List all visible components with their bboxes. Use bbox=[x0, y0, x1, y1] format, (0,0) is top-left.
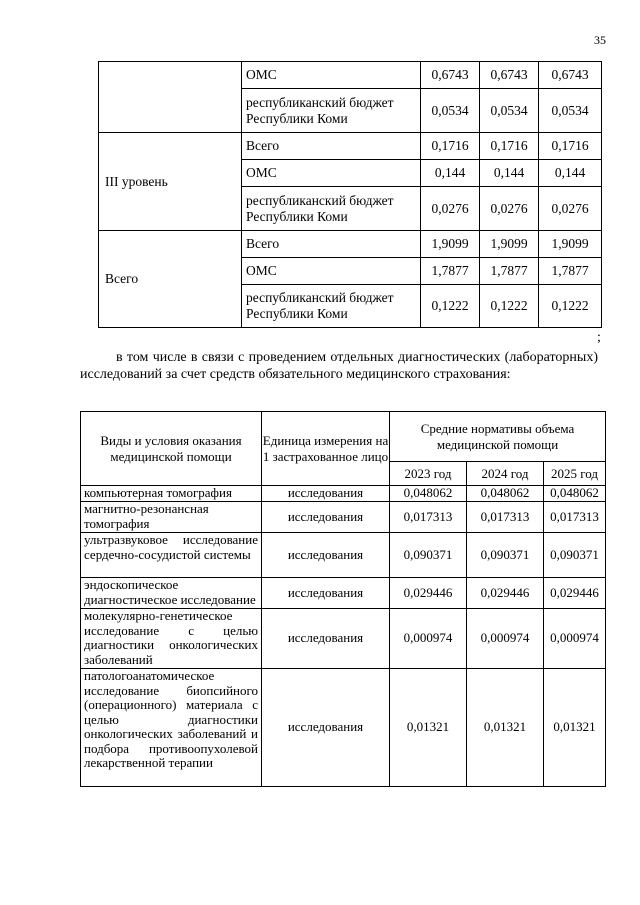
kind-header: Виды и условия оказания медицинской помощи bbox=[81, 412, 262, 486]
value-2024: 0,144 bbox=[480, 160, 539, 187]
unit-cell: исследования bbox=[262, 502, 390, 533]
value-2023: 0,048062 bbox=[390, 486, 467, 502]
year-2024-header: 2024 год bbox=[467, 462, 544, 486]
value-2025: 0,090371 bbox=[544, 533, 606, 578]
unit-cell: исследования bbox=[262, 669, 390, 787]
value-2024: 0,000974 bbox=[467, 609, 544, 669]
source-cell: ОМС bbox=[242, 258, 421, 285]
unit-cell: исследования bbox=[262, 609, 390, 669]
table-row bbox=[99, 231, 602, 258]
unit-cell: исследования bbox=[262, 533, 390, 578]
table-row bbox=[81, 502, 606, 533]
value-2024: 0,090371 bbox=[467, 533, 544, 578]
value-2025: 0,048062 bbox=[544, 486, 606, 502]
value-2025: 0,0534 bbox=[539, 89, 602, 133]
unit-cell: исследования bbox=[262, 578, 390, 609]
norms-header: Средние нормативы объема медицинской помощи bbox=[390, 412, 606, 462]
header-row bbox=[81, 412, 606, 462]
unit-cell: исследования bbox=[262, 486, 390, 502]
kind-cell: патологоанатомическое исследование биопсийного (операционного) материала с целью диагностики онкологических заболеваний и подбора противоопухолевой лекарственной терапии bbox=[81, 669, 262, 787]
table-row bbox=[81, 578, 606, 609]
source-cell: республиканский бюджет Республики Коми bbox=[242, 89, 421, 133]
paragraph: в том числе в связи с проведением отдельных диагностических (лабораторных) исследований за счет средств обязательного медицинского страхования: bbox=[80, 350, 598, 382]
value-2023: 0,0276 bbox=[421, 187, 480, 231]
value-2024: 0,017313 bbox=[467, 502, 544, 533]
value-2024: 1,7877 bbox=[480, 258, 539, 285]
value-2023: 0,017313 bbox=[390, 502, 467, 533]
value-2025: 0,000974 bbox=[544, 609, 606, 669]
page-number: 35 bbox=[594, 33, 606, 47]
year-2025-header: 2025 год bbox=[544, 462, 606, 486]
source-cell: Всего bbox=[242, 231, 421, 258]
kind-cell: компьютерная томография bbox=[81, 486, 262, 502]
source-cell: ОМС bbox=[242, 160, 421, 187]
level-cell: III уровень bbox=[99, 133, 242, 231]
value-2024: 0,048062 bbox=[467, 486, 544, 502]
value-2024: 0,0276 bbox=[480, 187, 539, 231]
value-2025: 0,1716 bbox=[539, 133, 602, 160]
kind-cell: молекулярно-генетическое исследование с целью диагностики онкологических заболеваний bbox=[81, 609, 262, 669]
table-row bbox=[99, 133, 602, 160]
value-2023: 0,000974 bbox=[390, 609, 467, 669]
value-2023: 0,090371 bbox=[390, 533, 467, 578]
value-2023: 1,9099 bbox=[421, 231, 480, 258]
value-2023: 0,01321 bbox=[390, 669, 467, 787]
table-row bbox=[81, 669, 606, 787]
unit-header: Единица измерения на 1 застрахованное лицо bbox=[262, 412, 390, 486]
table-row bbox=[81, 609, 606, 669]
value-2024: 0,1716 bbox=[480, 133, 539, 160]
value-2025: 0,1222 bbox=[539, 285, 602, 328]
source-cell: ОМС bbox=[242, 62, 421, 89]
value-2024: 0,1222 bbox=[480, 285, 539, 328]
diagnostic-studies-table bbox=[80, 411, 606, 787]
level-cell bbox=[99, 62, 242, 133]
table-row bbox=[99, 62, 602, 89]
kind-cell: ультразвуковое исследование сердечно-сосудистой системы bbox=[81, 533, 262, 578]
value-2024: 0,029446 bbox=[467, 578, 544, 609]
source-cell: республиканский бюджет Республики Коми bbox=[242, 285, 421, 328]
value-2023: 0,144 bbox=[421, 160, 480, 187]
value-2023: 0,1716 bbox=[421, 133, 480, 160]
value-2023: 1,7877 bbox=[421, 258, 480, 285]
value-2025: 0,6743 bbox=[539, 62, 602, 89]
value-2023: 0,1222 bbox=[421, 285, 480, 328]
value-2023: 0,6743 bbox=[421, 62, 480, 89]
value-2025: 0,0276 bbox=[539, 187, 602, 231]
value-2024: 0,6743 bbox=[480, 62, 539, 89]
level-cell: Всего bbox=[99, 231, 242, 328]
value-2025: 0,144 bbox=[539, 160, 602, 187]
kind-cell: магнитно-резонансная томография bbox=[81, 502, 262, 533]
year-2023-header: 2023 год bbox=[390, 462, 467, 486]
value-2024: 1,9099 bbox=[480, 231, 539, 258]
source-cell: Всего bbox=[242, 133, 421, 160]
value-2024: 0,0534 bbox=[480, 89, 539, 133]
kind-cell: эндоскопическое диагностическое исследование bbox=[81, 578, 262, 609]
value-2025: 0,01321 bbox=[544, 669, 606, 787]
table-row bbox=[81, 486, 606, 502]
value-2024: 0,01321 bbox=[467, 669, 544, 787]
value-2025: 1,9099 bbox=[539, 231, 602, 258]
value-2023: 0,0534 bbox=[421, 89, 480, 133]
value-2025: 0,017313 bbox=[544, 502, 606, 533]
source-cell: республиканский бюджет Республики Коми bbox=[242, 187, 421, 231]
table-row bbox=[81, 533, 606, 578]
value-2023: 0,029446 bbox=[390, 578, 467, 609]
semicolon: ; bbox=[597, 330, 601, 345]
value-2025: 1,7877 bbox=[539, 258, 602, 285]
value-2025: 0,029446 bbox=[544, 578, 606, 609]
volume-norms-table-continued bbox=[98, 61, 602, 328]
